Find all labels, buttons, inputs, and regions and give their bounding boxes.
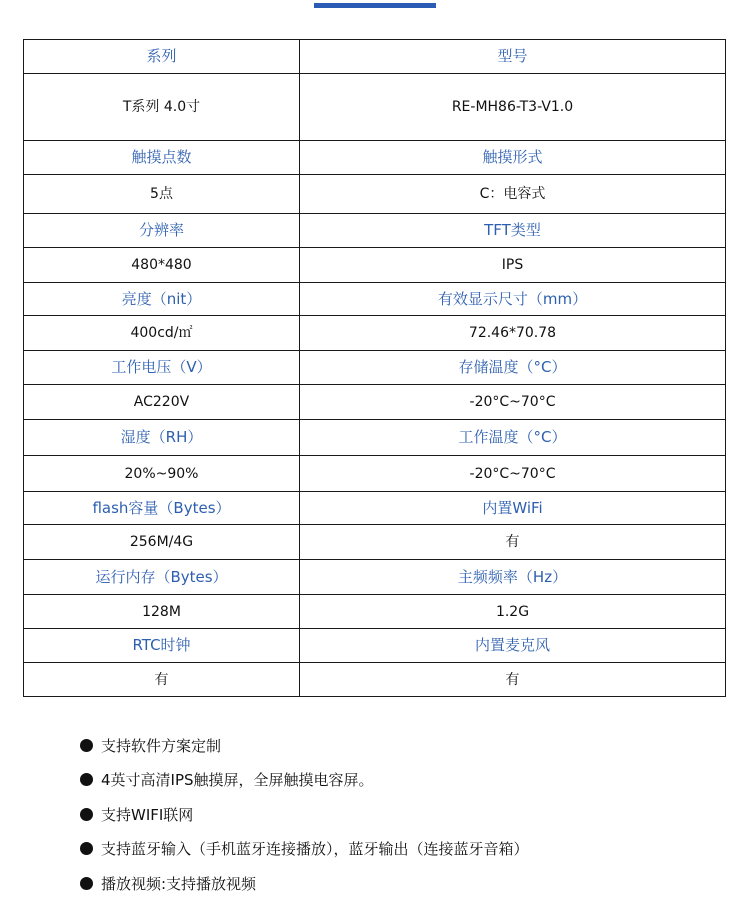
value-cell: -20°C~70°C <box>300 385 726 420</box>
value-cell: -20°C~70°C <box>300 456 726 492</box>
bullet-icon <box>80 739 93 752</box>
header-cell: 内置麦克风 <box>300 629 726 663</box>
list-item <box>80 797 529 832</box>
value-cell: 20%~90% <box>24 456 300 492</box>
table-row <box>24 560 726 595</box>
header-cell: 工作温度（°C） <box>300 420 726 456</box>
value-cell: 480*480 <box>24 248 300 283</box>
header-cell: 分辨率 <box>24 214 300 248</box>
table-row <box>24 525 726 560</box>
header-cell: 湿度（RH） <box>24 420 300 456</box>
table-row <box>24 214 726 248</box>
header-cell: 型号 <box>300 40 726 74</box>
header-cell: 运行内存（Bytes） <box>24 560 300 595</box>
table-row <box>24 456 726 492</box>
bullet-icon <box>80 877 93 890</box>
value-cell: C：电容式 <box>300 175 726 214</box>
header-cell: flash容量（Bytes） <box>24 492 300 525</box>
spec-table <box>23 39 726 697</box>
table-row <box>24 141 726 175</box>
header-cell: 触摸形式 <box>300 141 726 175</box>
table-row <box>24 316 726 351</box>
feature-list <box>80 728 529 901</box>
value-cell: 有 <box>300 663 726 697</box>
value-cell: IPS <box>300 248 726 283</box>
header-cell: 存储温度（°C） <box>300 351 726 385</box>
list-item <box>80 728 529 763</box>
table-row <box>24 595 726 629</box>
value-cell: 有 <box>24 663 300 697</box>
header-cell: 工作电压（V） <box>24 351 300 385</box>
list-item <box>80 832 529 867</box>
table-row <box>24 385 726 420</box>
table-row <box>24 420 726 456</box>
value-cell: T系列 4.0寸 <box>24 74 300 141</box>
value-cell: 72.46*70.78 <box>300 316 726 351</box>
feature-text: 播放视频:支持播放视频 <box>101 874 257 893</box>
table-row <box>24 283 726 316</box>
top-accent-bar <box>314 3 436 8</box>
table-row <box>24 74 726 141</box>
feature-text: 支持软件方案定制 <box>101 736 222 755</box>
table-row <box>24 663 726 697</box>
value-cell: RE-MH86-T3-V1.0 <box>300 74 726 141</box>
value-cell: 400cd/㎡ <box>24 316 300 351</box>
table-row <box>24 40 726 74</box>
header-cell: 有效显示尺寸（mm） <box>300 283 726 316</box>
value-cell: AC220V <box>24 385 300 420</box>
list-item <box>80 866 529 901</box>
table-row <box>24 629 726 663</box>
feature-text: 支持蓝牙输入（手机蓝牙连接播放），蓝牙输出（连接蓝牙音箱） <box>101 840 529 859</box>
table-row <box>24 492 726 525</box>
header-cell: 主频频率（Hz） <box>300 560 726 595</box>
bullet-icon <box>80 808 93 821</box>
header-cell: TFT类型 <box>300 214 726 248</box>
feature-text: 支持WIFI联网 <box>101 805 194 824</box>
header-cell: 亮度（nit） <box>24 283 300 316</box>
value-cell: 5点 <box>24 175 300 214</box>
table-row <box>24 175 726 214</box>
value-cell: 256M/4G <box>24 525 300 560</box>
header-cell: 系列 <box>24 40 300 74</box>
list-item <box>80 763 529 798</box>
header-cell: 触摸点数 <box>24 141 300 175</box>
value-cell: 128M <box>24 595 300 629</box>
table-row <box>24 351 726 385</box>
header-cell: 内置WiFi <box>300 492 726 525</box>
table-row <box>24 248 726 283</box>
value-cell: 有 <box>300 525 726 560</box>
feature-text: 4英寸高清IPS触摸屏，全屏触摸电容屏。 <box>101 771 374 790</box>
bullet-icon <box>80 842 93 855</box>
value-cell: 1.2G <box>300 595 726 629</box>
bullet-icon <box>80 773 93 786</box>
header-cell: RTC时钟 <box>24 629 300 663</box>
